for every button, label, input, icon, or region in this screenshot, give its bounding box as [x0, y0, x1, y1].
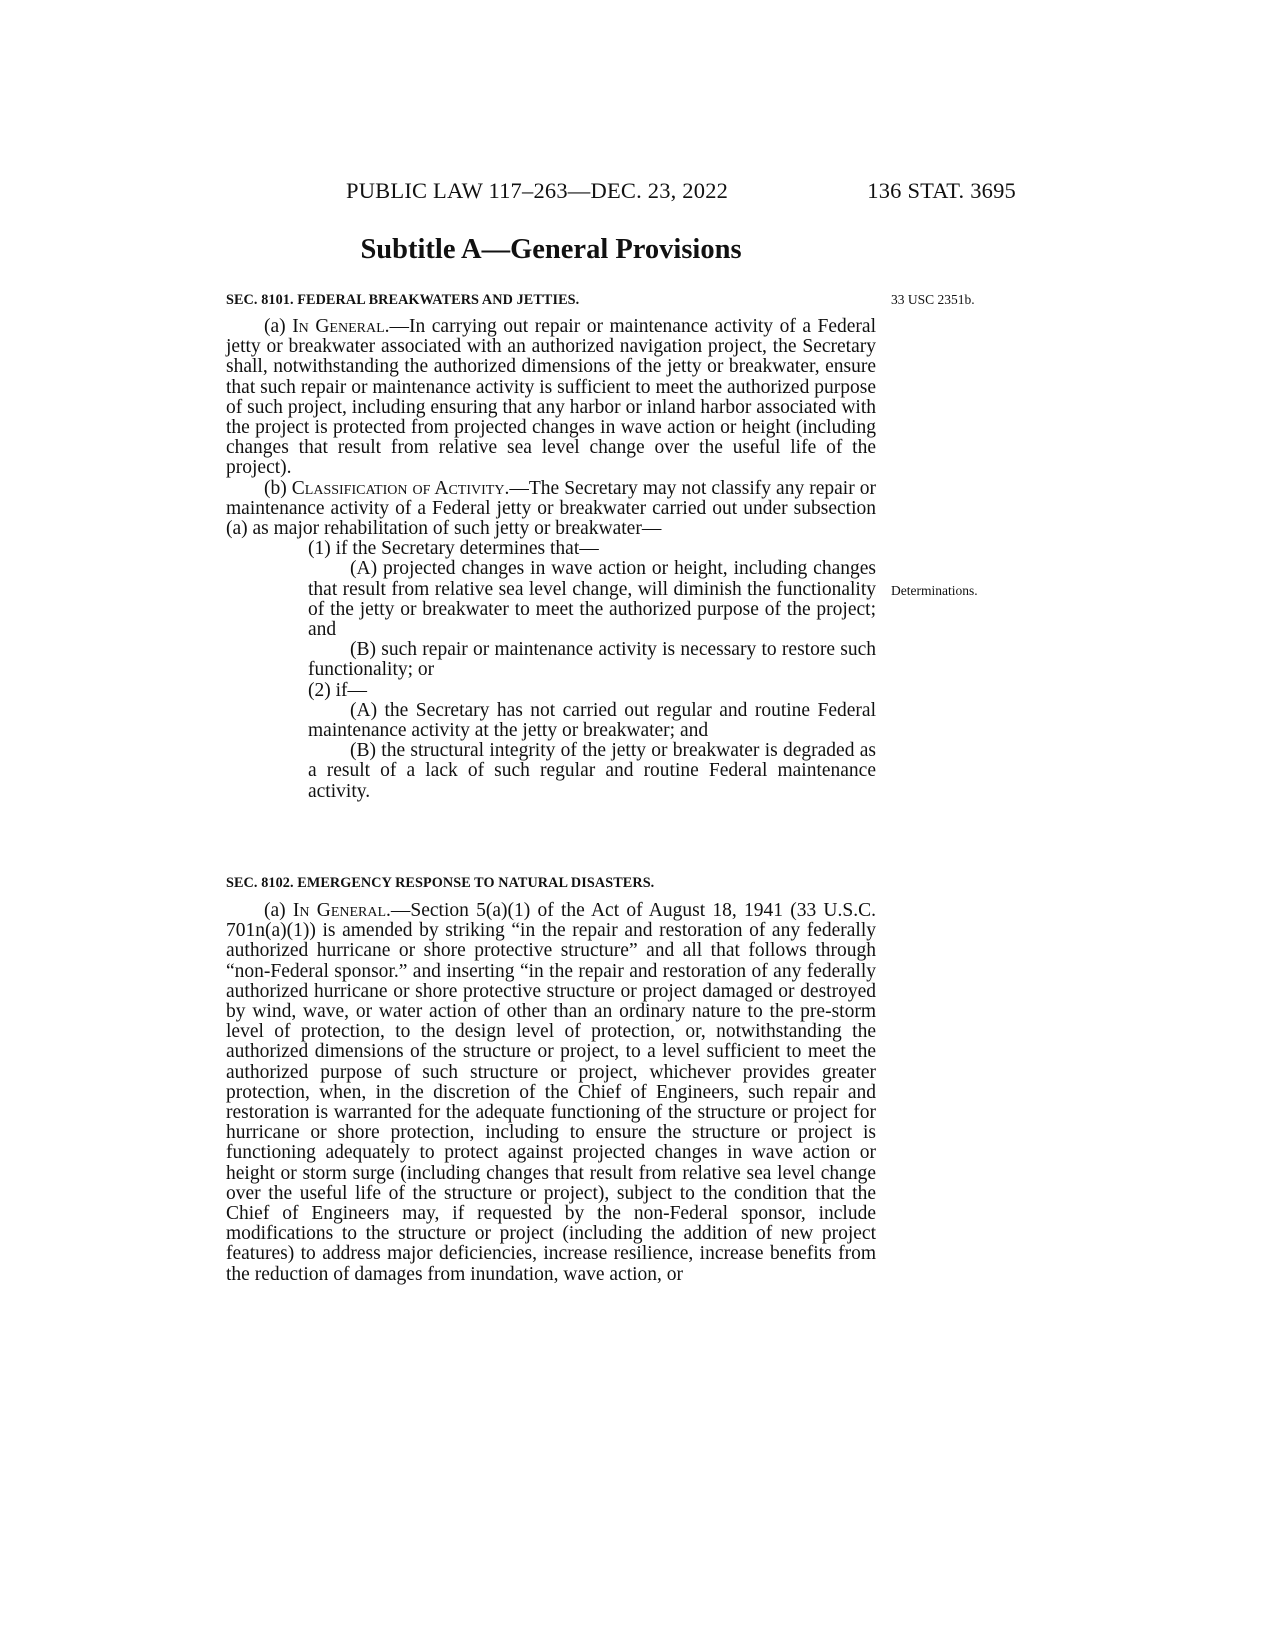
subsection-caption: In General [292, 316, 385, 337]
subparagraph-2a: (A) the Secretary has not carried out regular and routine Federal maintenance activity at the jetty or breakwater; and [308, 699, 876, 742]
subparagraph-2b: (B) the structural integrity of the jetty or breakwater is degraded as a result of a lack of such regular and routine Federal maintenance activity. [308, 740, 876, 802]
subparagraph-1a: (A) projected changes in wave action or height, including changes that result from relative sea level change, will diminish the functionality of the jetty or breakwater to meet the authorized purpose of the project; and [308, 558, 876, 641]
subparagraph-1b: (B) such repair or maintenance activity is necessary to restore such functionality; or [308, 639, 876, 681]
determinations-margin-note: Determinations. [891, 583, 978, 598]
usc-margin-note: 33 USC 2351b. [891, 292, 975, 307]
section-8102-body [226, 901, 876, 1285]
section-8102-heading: SEC. 8102. EMERGENCY RESPONSE TO NATURAL DISASTERS. [226, 875, 655, 891]
subsection-caption: Classification of Activity [291, 477, 505, 499]
subsection-a-paragraph: (a) In General.—Section 5(a)(1) of the Act of August 18, 1941 (33 U.S.C. 701n(a)(1)) is amended by striking “in the repair and restoration of any federally authorized hurricane or shore protective structure” and all that follows through “non-Federal sponsor.” and inserting “in the repair and restoration of any federally authorized hurricane or shore protective structure or project damaged or destroyed by wind, wave, or water action of other than an ordinary nature to the pre-storm level of protection, to the design level of protection, or, notwithstanding the authorized dimensions of the structure or project, to a level sufficient to meet the authorized purpose of such structure or project, whichever provides greater protection, when, in the discretion of the Chief of Engineers, such repair and restoration is warranted for the adequate functioning of the structure or project for hurricane or shore protection, including to ensure the structure or project is functioning adequately to protect against projected changes in wave action or height or storm surge (including changes that result from relative sea level change over the useful life of the structure or project), subject to the condition that the Chief of Engineers may, if requested by the non-Federal sponsor, include modifications to the structure or project (including the addition of new project features) to address major deficiencies, increase resilience, increase benefits from the reduction of damages from inundation, wave action, or [226, 900, 876, 1285]
paragraph-2: (2) if— [308, 679, 368, 701]
subsection-caption: In General [292, 900, 387, 921]
subtitle-heading: Subtitle A—General Provisions [360, 234, 742, 265]
subsection-a-paragraph: (a) In General.—In carrying out repair or maintenance activity of a Federal jetty or breakwater associated with an authorized navigation project, the Secretary shall, notwithstanding the authorized dimensions of the jetty or breakwater, ensure that such repair or maintenance activity is sufficient to meet the authorized purpose of such project, including ensuring that any harbor or inland harbor associated with the project is protected from projected changes in wave action or height (including changes that result from relative sea level change over the useful life of the project). [226, 316, 876, 479]
stat-page-number: 136 STAT. 3695 [867, 178, 1016, 203]
running-header [226, 178, 1016, 208]
subsection-b-paragraph: (b) Classification of Activity.—The Secretary may not classify any repair or maintenance activity of a Federal jetty or breakwater carried out under subsection (a) as major rehabilitation of such jetty or breakwater— [226, 477, 876, 540]
section-8101-body [226, 317, 876, 802]
running-title: PUBLIC LAW 117–263—DEC. 23, 2022 [346, 178, 729, 203]
section-8101-heading: SEC. 8101. FEDERAL BREAKWATERS AND JETTIES. [226, 292, 580, 308]
paragraph-1: (1) if the Secretary determines that— [308, 538, 599, 560]
